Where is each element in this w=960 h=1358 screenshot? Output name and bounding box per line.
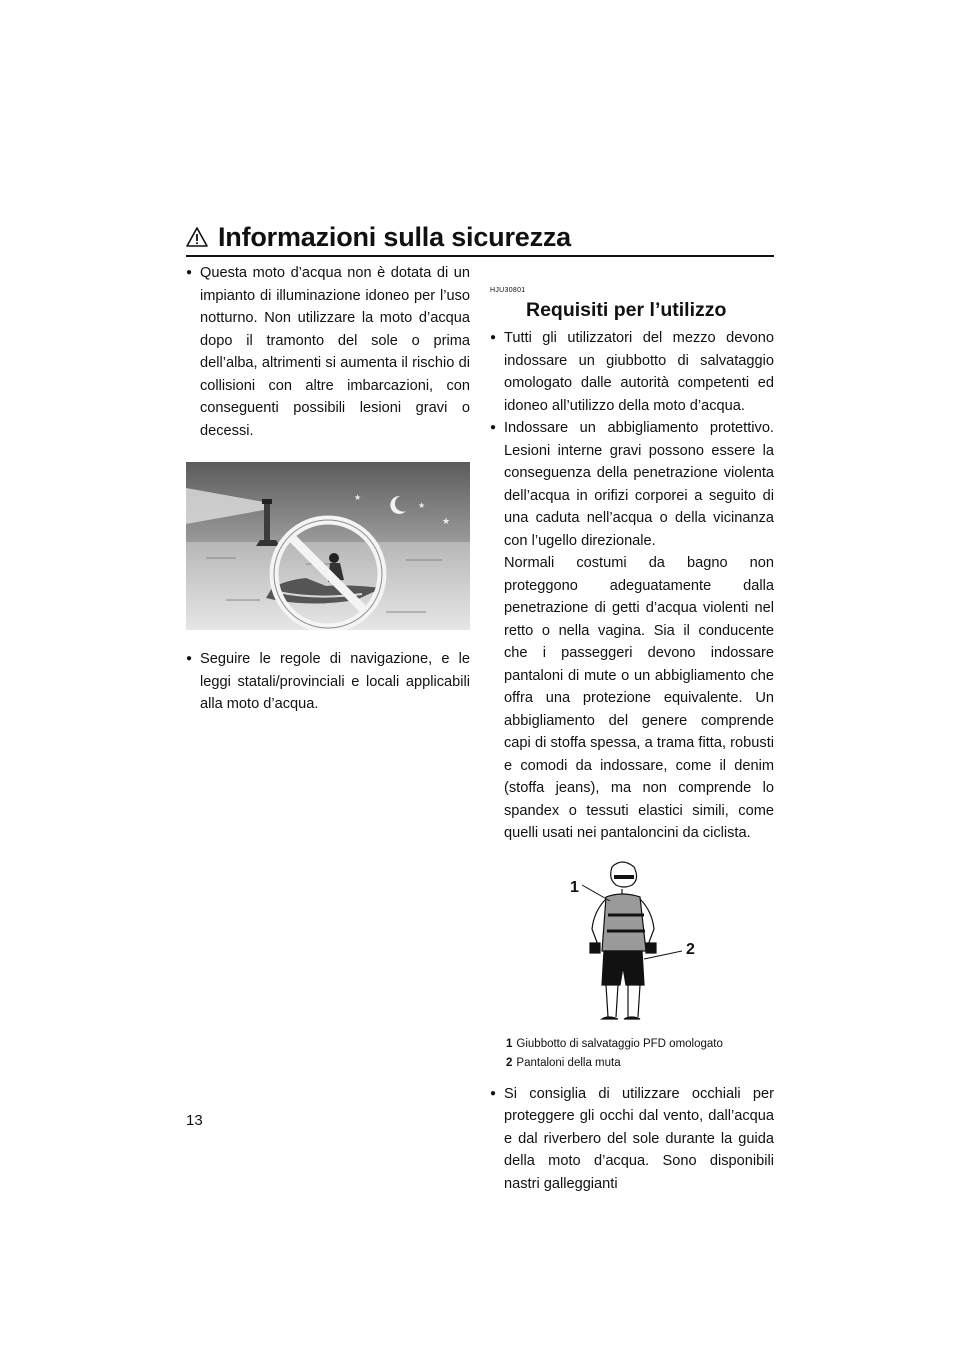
callout-1: 1 bbox=[570, 878, 579, 896]
rider-with-pfd-illustration bbox=[490, 859, 774, 1031]
page-title: Informazioni sulla sicurezza bbox=[218, 222, 571, 252]
page-number: 13 bbox=[186, 1112, 203, 1129]
protective-gear-figure bbox=[490, 859, 774, 1031]
left-column bbox=[186, 262, 470, 716]
protective-clothing-detail: Normali costumi da bagno non proteggono adeguatamente dalla penetrazione di getti d’acqua violenti nel retto o nella vagina. Sia il conducente che i passeggeri devono indossare pantaloni di mute o un abbigliamento che offra una protezione equivalente. Un abbigliamento del genere comprende capi di stoffa spessa, a trama fitta, robusti e comodi da indossare, come il denim (stoffa jeans), ma non comprende lo spandex o tessuti elastici simili, come quelli usati nei pantaloncini da ciclista. bbox=[504, 555, 774, 841]
section-code: HJU30801 bbox=[490, 287, 526, 294]
bullet-no-night-use: ● Questa moto d’acqua non è dotata di un impianto di illuminazione idoneo per l’uso notturno. Non utilizzare la moto d’acqua dopo il tramonto del sole o prima dell’alba, altrimenti si aumenta il rischio di collisioni con altre imbarcazioni, con conseguenti possibili lesioni gravi o decessi. bbox=[186, 262, 470, 442]
svg-text:★: ★ bbox=[354, 493, 362, 502]
no-night-riding-illustration bbox=[186, 462, 470, 630]
bullet-goggles: ● Si consiglia di utilizzare occhiali per proteggere gli occhi dal vento, dall’acqua e dal riverbero del sole durante la guida della moto d’acqua. Sono disponibili nastri galleggianti bbox=[490, 1083, 774, 1196]
callout-2: 2 bbox=[686, 940, 695, 958]
caption-2: 2 Pantaloni della muta bbox=[506, 1056, 621, 1069]
svg-text:★: ★ bbox=[418, 501, 426, 510]
warning-triangle-icon bbox=[186, 226, 208, 248]
svg-text:★: ★ bbox=[442, 516, 451, 526]
bullet-life-jacket: ● Tutti gli utilizzatori del mezzo devono indossare un giubbotto di salvataggio omologato dalle autorità competenti ed idoneo all’utilizzo della moto d’acqua. bbox=[490, 327, 774, 417]
right-column bbox=[490, 262, 774, 1195]
bullet-protective-clothing: ● Indossare un abbigliamento protettivo. Lesioni interne gravi possono essere la conseguenza della penetrazione violenta dell’acqua in orifizi corporei a seguito di una caduta nell’acqua o della vicinanza con l’ugello direzionale. bbox=[490, 417, 774, 552]
figure-caption-list bbox=[490, 1035, 774, 1073]
section-title: Requisiti per l’utilizzo bbox=[526, 298, 727, 321]
header-rule bbox=[186, 255, 774, 257]
page-header bbox=[186, 224, 776, 258]
bullet-navigation-rules: ● Seguire le regole di navigazione, e le leggi statali/provinciali e locali applicabili alla moto d’acqua. bbox=[186, 648, 470, 716]
caption-1: 1 Giubbotto di salvataggio PFD omologato bbox=[506, 1037, 723, 1050]
